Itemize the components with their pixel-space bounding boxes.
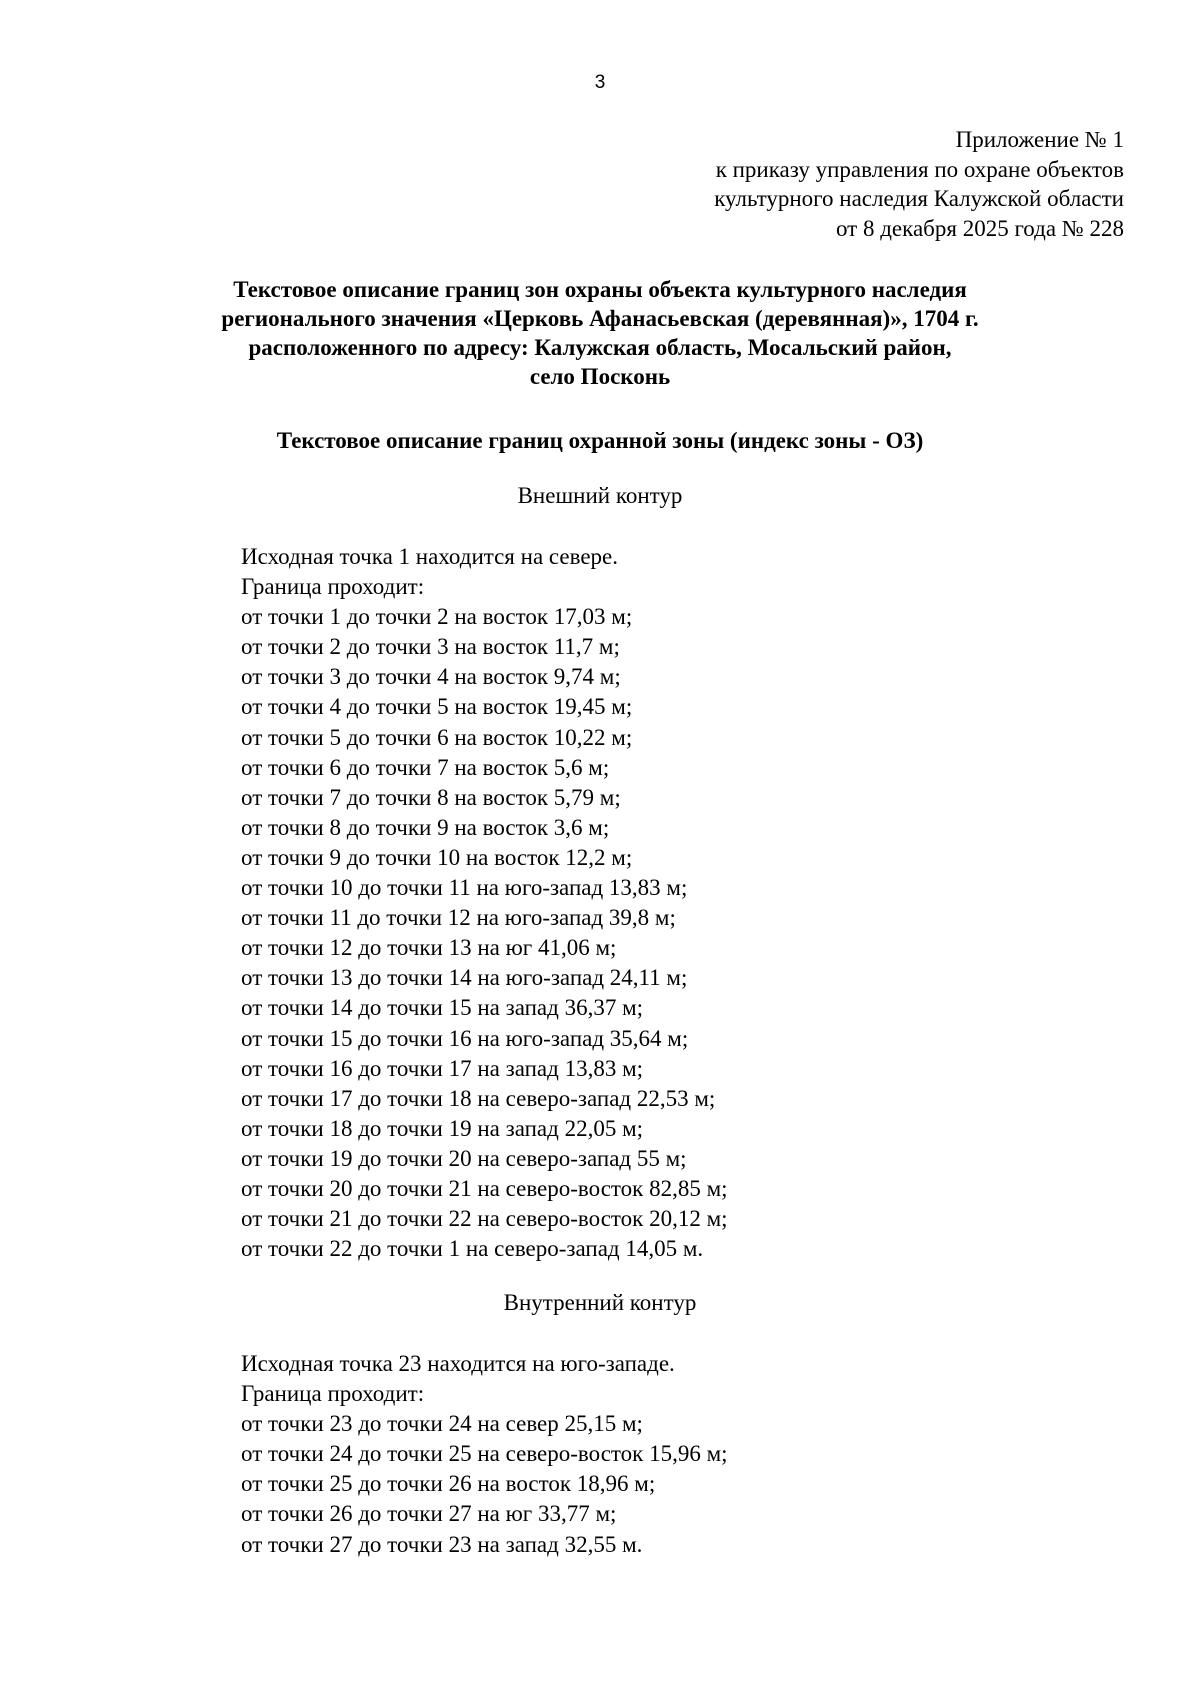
boundary-segment: от точки 16 до точки 17 на запад 13,83 м; [241, 1055, 644, 1081]
boundary-segment: от точки 26 до точки 27 на юг 33,77 м; [241, 1501, 617, 1527]
boundary-segment: от точки 25 до точки 26 на восток 18,96 м; [241, 1471, 656, 1497]
outer-contour-description [241, 542, 728, 1264]
boundary-segment: от точки 18 до точки 19 на запад 22,05 м; [241, 1115, 644, 1141]
appendix-line: Приложение № 1 [955, 127, 1124, 152]
boundary-segment: от точки 8 до точки 9 на восток 3,6 м; [241, 814, 610, 840]
boundary-segment: от точки 13 до точки 14 на юго-запад 24,11 м; [241, 965, 688, 991]
section-title: Текстовое описание границ охранной зоны (индекс зоны - ОЗ) [276, 428, 924, 453]
appendix-line: от 8 декабря 2025 года № 228 [835, 215, 1124, 241]
boundary-segment: от точки 21 до точки 22 на северо-восток 20,12 м; [241, 1206, 728, 1232]
boundary-segment: от точки 14 до точки 15 на запад 36,37 м; [241, 995, 644, 1021]
appendix-block [714, 125, 1124, 243]
boundary-segment: от точки 4 до точки 5 на восток 19,45 м; [241, 694, 633, 720]
boundary-intro: Граница проходит: [241, 1381, 425, 1407]
document-title [0, 275, 1200, 391]
boundary-segment: от точки 3 до точки 4 на восток 9,74 м; [241, 664, 621, 690]
appendix-line: к приказу управления по охране объектов [715, 156, 1124, 182]
boundary-segment: от точки 27 до точки 23 на запад 32,55 м. [241, 1531, 643, 1557]
boundary-segment: от точки 17 до точки 18 на северо-запад 22,53 м; [241, 1085, 716, 1111]
boundary-intro: Граница проходит: [241, 574, 425, 600]
boundary-segment: от точки 2 до точки 3 на восток 11,7 м; [241, 634, 620, 660]
boundary-segment: от точки 10 до точки 11 на юго-запад 13,83 м; [241, 875, 688, 901]
boundary-segment: от точки 7 до точки 8 на восток 5,79 м; [241, 784, 621, 810]
title-line: регионального значения «Церковь Афанасьевская (деревянная)», 1704 г. [221, 306, 979, 331]
outer-contour-heading: Внешний контур [517, 483, 683, 508]
start-point-text: Исходная точка 1 находится на севере. [241, 544, 618, 569]
segment-list [241, 1409, 728, 1559]
inner-contour-description [241, 1349, 728, 1560]
title-line: Текстовое описание границ зон охраны объекта культурного наследия [233, 277, 967, 302]
start-point-text: Исходная точка 23 находится на юго-западе. [241, 1351, 675, 1376]
boundary-segment: от точки 24 до точки 25 на северо-восток 15,96 м; [241, 1441, 728, 1467]
boundary-segment: от точки 1 до точки 2 на восток 17,03 м; [241, 604, 633, 630]
page-number: 3 [594, 72, 606, 93]
segment-list [241, 602, 728, 1264]
boundary-segment: от точки 19 до точки 20 на северо-запад 55 м; [241, 1145, 687, 1171]
title-line: село Посконь [529, 364, 671, 389]
boundary-segment: от точки 11 до точки 12 на юго-запад 39,8 м; [241, 905, 676, 931]
boundary-segment: от точки 5 до точки 6 на восток 10,22 м; [241, 724, 633, 750]
boundary-segment: от точки 12 до точки 13 на юг 41,06 м; [241, 935, 617, 961]
appendix-line: культурного наследия Калужской области [714, 186, 1124, 211]
boundary-segment: от точки 22 до точки 1 на северо-запад 14,05 м. [241, 1236, 704, 1262]
boundary-segment: от точки 23 до точки 24 на север 25,15 м; [241, 1411, 643, 1437]
title-line: расположенного по адресу: Калужская область, Мосальский район, [248, 335, 952, 360]
boundary-segment: от точки 9 до точки 10 на восток 12,2 м; [241, 844, 633, 870]
inner-contour-heading: Внутренний контур [503, 1290, 697, 1315]
boundary-segment: от точки 20 до точки 21 на северо-восток 82,85 м; [241, 1175, 728, 1201]
boundary-segment: от точки 15 до точки 16 на юго-запад 35,64 м; [241, 1025, 689, 1051]
boundary-segment: от точки 6 до точки 7 на восток 5,6 м; [241, 754, 610, 780]
